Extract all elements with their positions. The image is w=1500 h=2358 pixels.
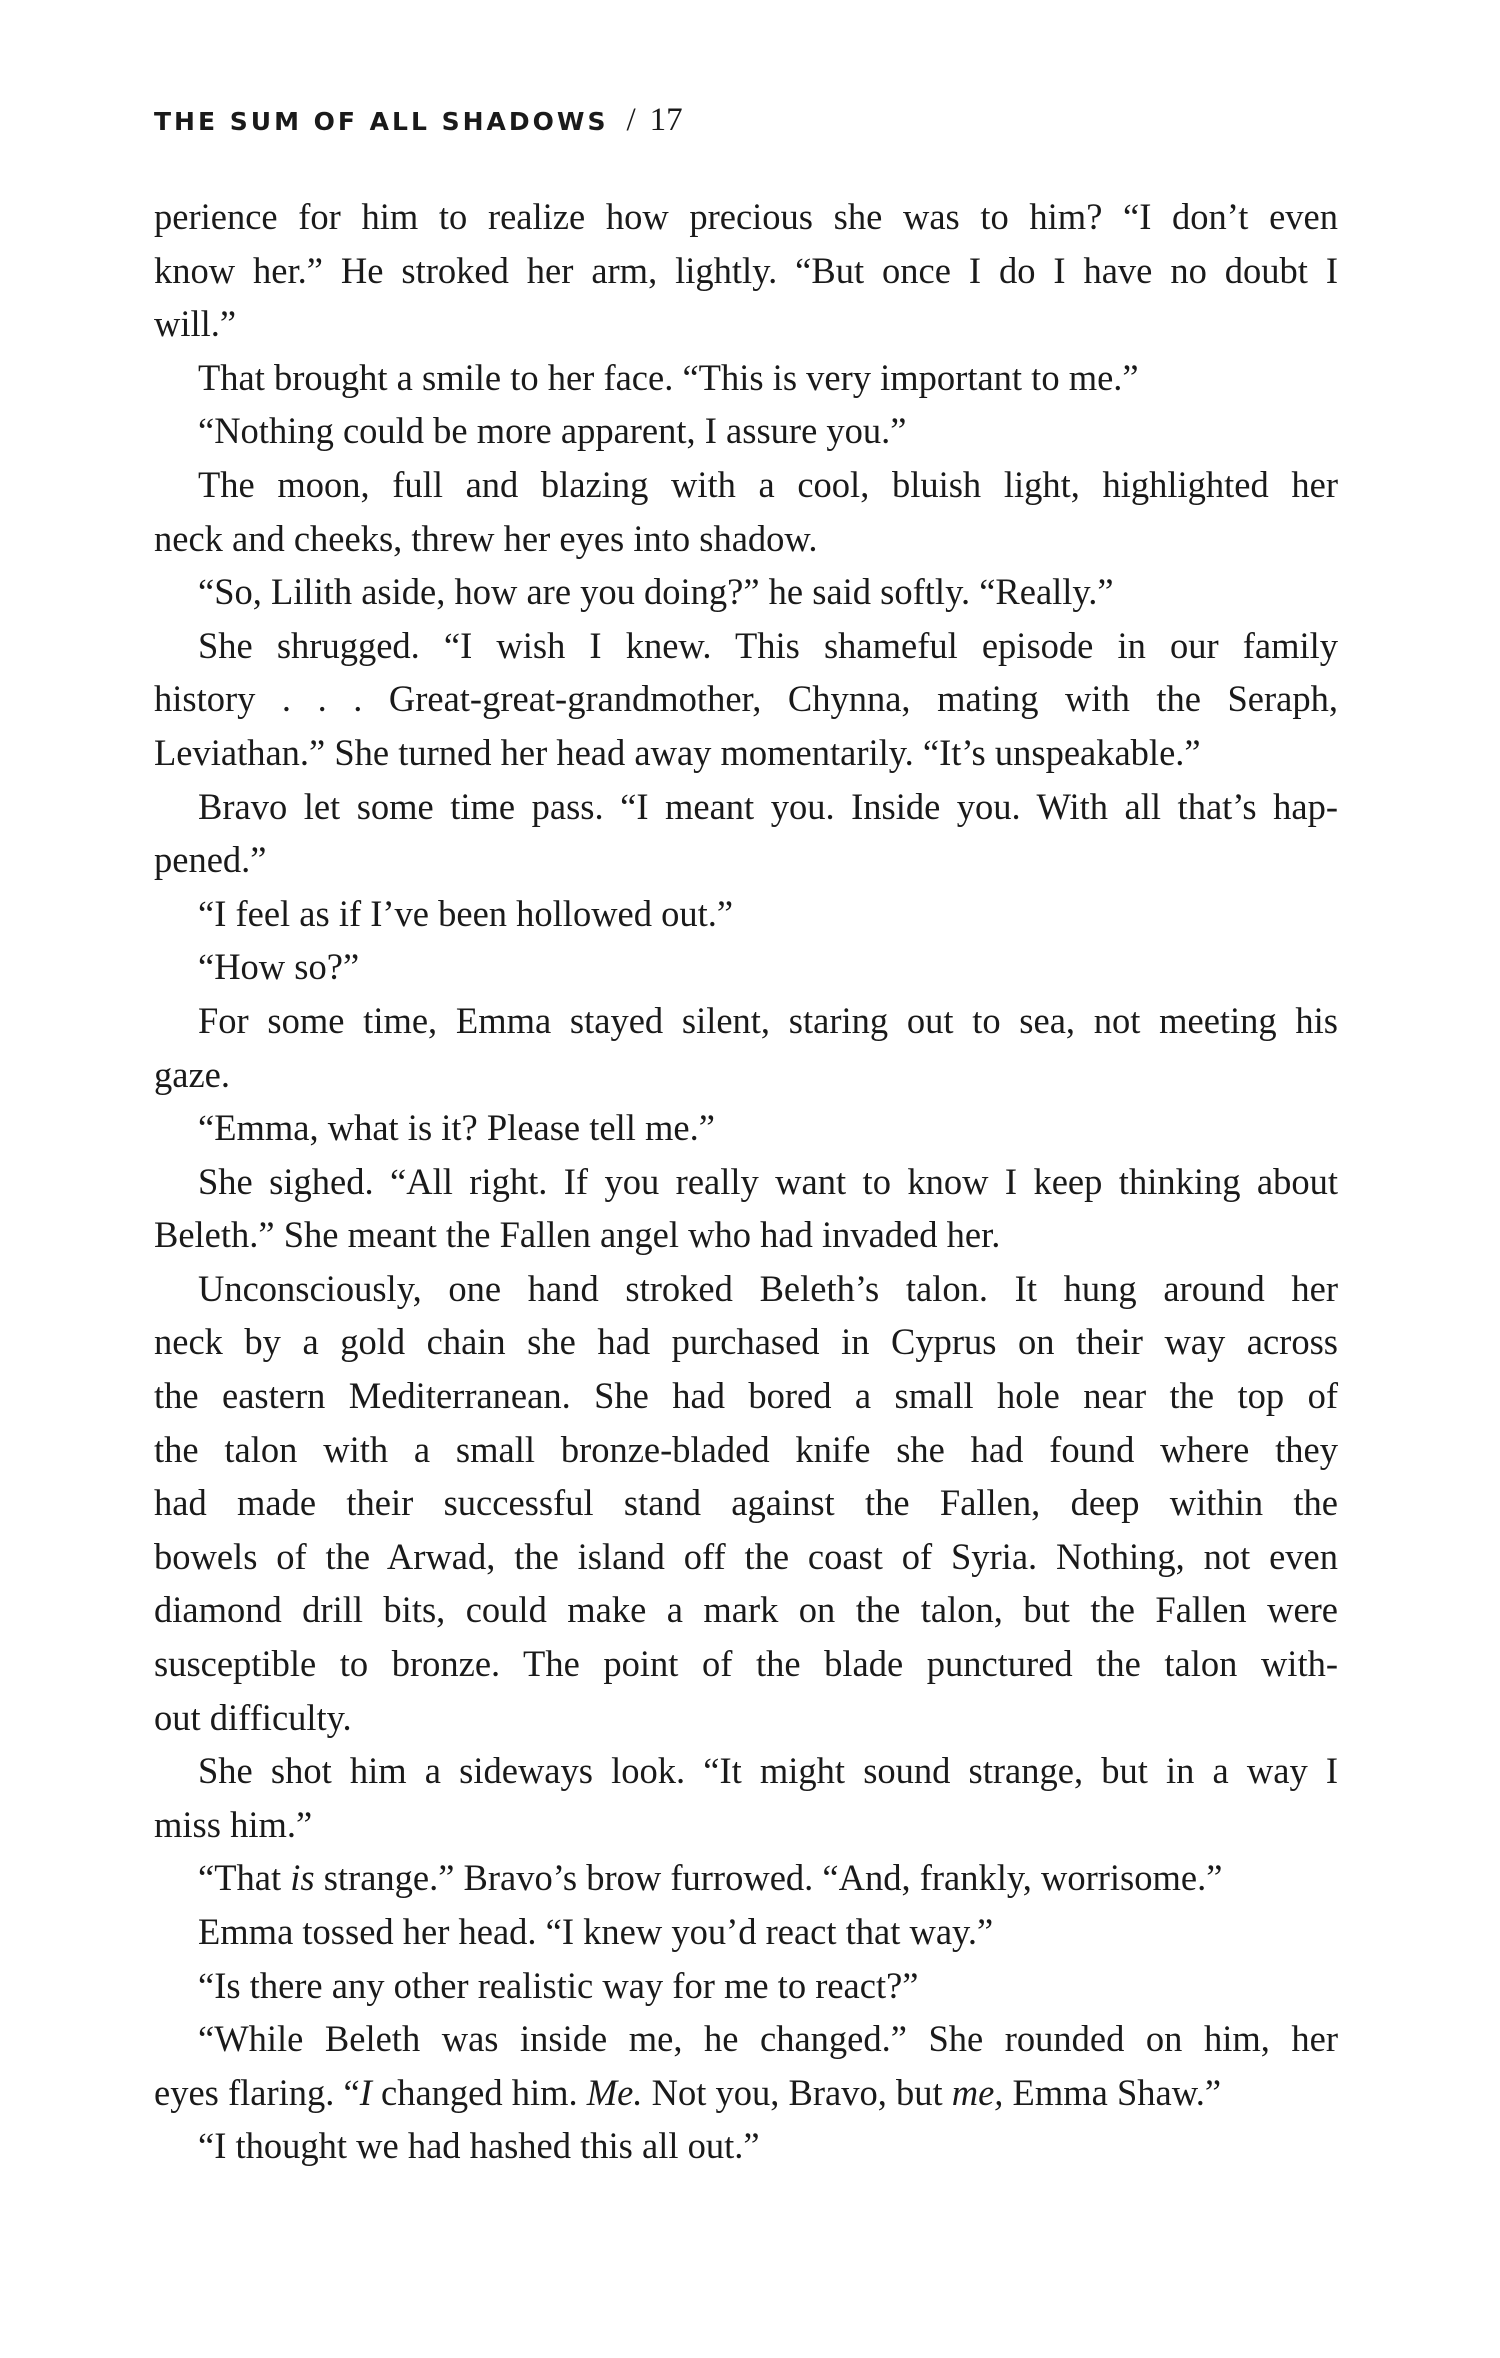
text-line xyxy=(154,2119,1338,2173)
italic-text: is xyxy=(290,1857,315,1899)
text-line xyxy=(154,1905,1338,1959)
text-line xyxy=(154,1208,1338,1262)
text-segment: eyes flaring. “ xyxy=(154,2071,360,2113)
italic-text: me, xyxy=(951,2071,1004,2113)
text-line xyxy=(154,1315,1338,1369)
text-line xyxy=(154,672,1338,726)
text-segment: “So, Lilith aside, how are you doing?” he said softly. “Really.” xyxy=(198,571,1114,613)
text-line xyxy=(154,1744,1338,1798)
text-segment: “How so?” xyxy=(198,946,360,988)
text-line xyxy=(154,351,1338,405)
text-line xyxy=(154,1101,1338,1155)
text-segment: the talon with a small bronze-bladed knife she had found where they xyxy=(154,1428,1338,1470)
text-segment: the eastern Mediterranean. She had bored a small hole near the top of xyxy=(154,1375,1338,1417)
text-segment: Not you, Bravo, but xyxy=(642,2071,952,2113)
text-segment: neck and cheeks, threw her eyes into shadow. xyxy=(154,517,818,559)
text-line xyxy=(154,297,1338,351)
text-line xyxy=(154,619,1338,673)
text-segment: “While Beleth was inside me, he changed.” She rounded on him, her xyxy=(198,2018,1338,2060)
text-segment: Beleth.” She meant the Fallen angel who had invaded her. xyxy=(154,1214,1001,1256)
body-text xyxy=(154,190,1338,2173)
text-line xyxy=(154,1959,1338,2013)
text-segment: That brought a smile to her face. “This is very important to me.” xyxy=(198,356,1139,398)
text-line xyxy=(154,244,1338,298)
text-line xyxy=(154,512,1338,566)
text-segment: She shot him a sideways look. “It might sound strange, but in a way I xyxy=(198,1750,1338,1792)
text-segment: “Is there any other realistic way for me to react?” xyxy=(198,1964,919,2006)
text-line xyxy=(154,994,1338,1048)
text-segment: Emma Shaw.” xyxy=(1003,2071,1222,2113)
text-segment: gaze. xyxy=(154,1053,230,1095)
text-segment: “That xyxy=(198,1857,291,1899)
text-segment: had made their successful stand against the Fallen, deep within the xyxy=(154,1482,1338,1524)
running-head-separator: / xyxy=(626,102,636,138)
text-line xyxy=(154,1583,1338,1637)
text-line xyxy=(154,1262,1338,1316)
text-segment: diamond drill bits, could make a mark on the talon, but the Fallen were xyxy=(154,1589,1338,1631)
text-segment: Leviathan.” She turned her head away momentarily. “It’s unspeakable.” xyxy=(154,731,1201,773)
page-number: 17 xyxy=(649,102,683,138)
text-segment: strange.” Bravo’s brow furrowed. “And, frankly, worrisome.” xyxy=(314,1857,1223,1899)
text-segment: She sighed. “All right. If you really want to know I keep thinking about xyxy=(198,1160,1338,1202)
text-segment: history . . . Great-great-grandmother, Chynna, mating with the Seraph, xyxy=(154,678,1338,720)
running-head xyxy=(154,102,683,142)
text-segment: susceptible to bronze. The point of the blade punctured the talon with- xyxy=(154,1643,1338,1685)
italic-text: Me. xyxy=(586,2071,643,2113)
text-line xyxy=(154,1155,1338,1209)
text-segment: “Nothing could be more apparent, I assure you.” xyxy=(198,410,907,452)
text-line xyxy=(154,1369,1338,1423)
text-line xyxy=(154,1851,1338,1905)
text-segment: perience for him to realize how precious she was to him? “I don’t even xyxy=(154,196,1338,237)
text-segment: For some time, Emma stayed silent, staring out to sea, not meeting his xyxy=(198,999,1338,1041)
text-segment: neck by a gold chain she had purchased in Cyprus on their way across xyxy=(154,1321,1338,1363)
text-line xyxy=(154,565,1338,619)
text-segment: She shrugged. “I wish I knew. This shameful episode in our family xyxy=(198,624,1338,666)
text-segment: will.” xyxy=(154,303,237,345)
text-line xyxy=(154,887,1338,941)
text-line xyxy=(154,2012,1338,2066)
text-line xyxy=(154,1530,1338,1584)
text-line xyxy=(154,458,1338,512)
text-line xyxy=(154,1691,1338,1745)
text-segment: out difficulty. xyxy=(154,1696,352,1738)
text-segment: Unconsciously, one hand stroked Beleth’s talon. It hung around her xyxy=(198,1267,1338,1309)
text-segment: “I thought we had hashed this all out.” xyxy=(198,2125,760,2167)
text-line xyxy=(154,190,1338,244)
text-line xyxy=(154,833,1338,887)
text-segment: Bravo let some time pass. “I meant you. Inside you. With all that’s hap- xyxy=(198,785,1338,827)
text-segment: Emma tossed her head. “I knew you’d react that way.” xyxy=(198,1911,994,1952)
text-segment: know her.” He stroked her arm, lightly. “But once I do I have no doubt I xyxy=(154,249,1338,291)
text-line xyxy=(154,726,1338,780)
text-line xyxy=(154,2066,1338,2120)
text-segment: “Emma, what is it? Please tell me.” xyxy=(198,1107,715,1149)
text-line xyxy=(154,1798,1338,1852)
text-line xyxy=(154,1637,1338,1691)
text-line xyxy=(154,404,1338,458)
text-segment: pened.” xyxy=(154,839,267,881)
text-line xyxy=(154,1476,1338,1530)
text-segment: miss him.” xyxy=(154,1803,313,1845)
text-line xyxy=(154,940,1338,994)
text-segment: bowels of the Arwad, the island off the coast of Syria. Nothing, not even xyxy=(154,1535,1338,1577)
text-line xyxy=(154,1048,1338,1102)
text-segment: changed him. xyxy=(371,2071,587,2113)
italic-text: I xyxy=(359,2071,372,2113)
text-line xyxy=(154,780,1338,834)
text-segment: The moon, full and blazing with a cool, bluish light, highlighted her xyxy=(198,463,1338,505)
text-segment: “I feel as if I’ve been hollowed out.” xyxy=(198,892,734,934)
running-head-title: THE SUM OF ALL SHADOWS xyxy=(154,107,609,136)
text-line xyxy=(154,1423,1338,1477)
